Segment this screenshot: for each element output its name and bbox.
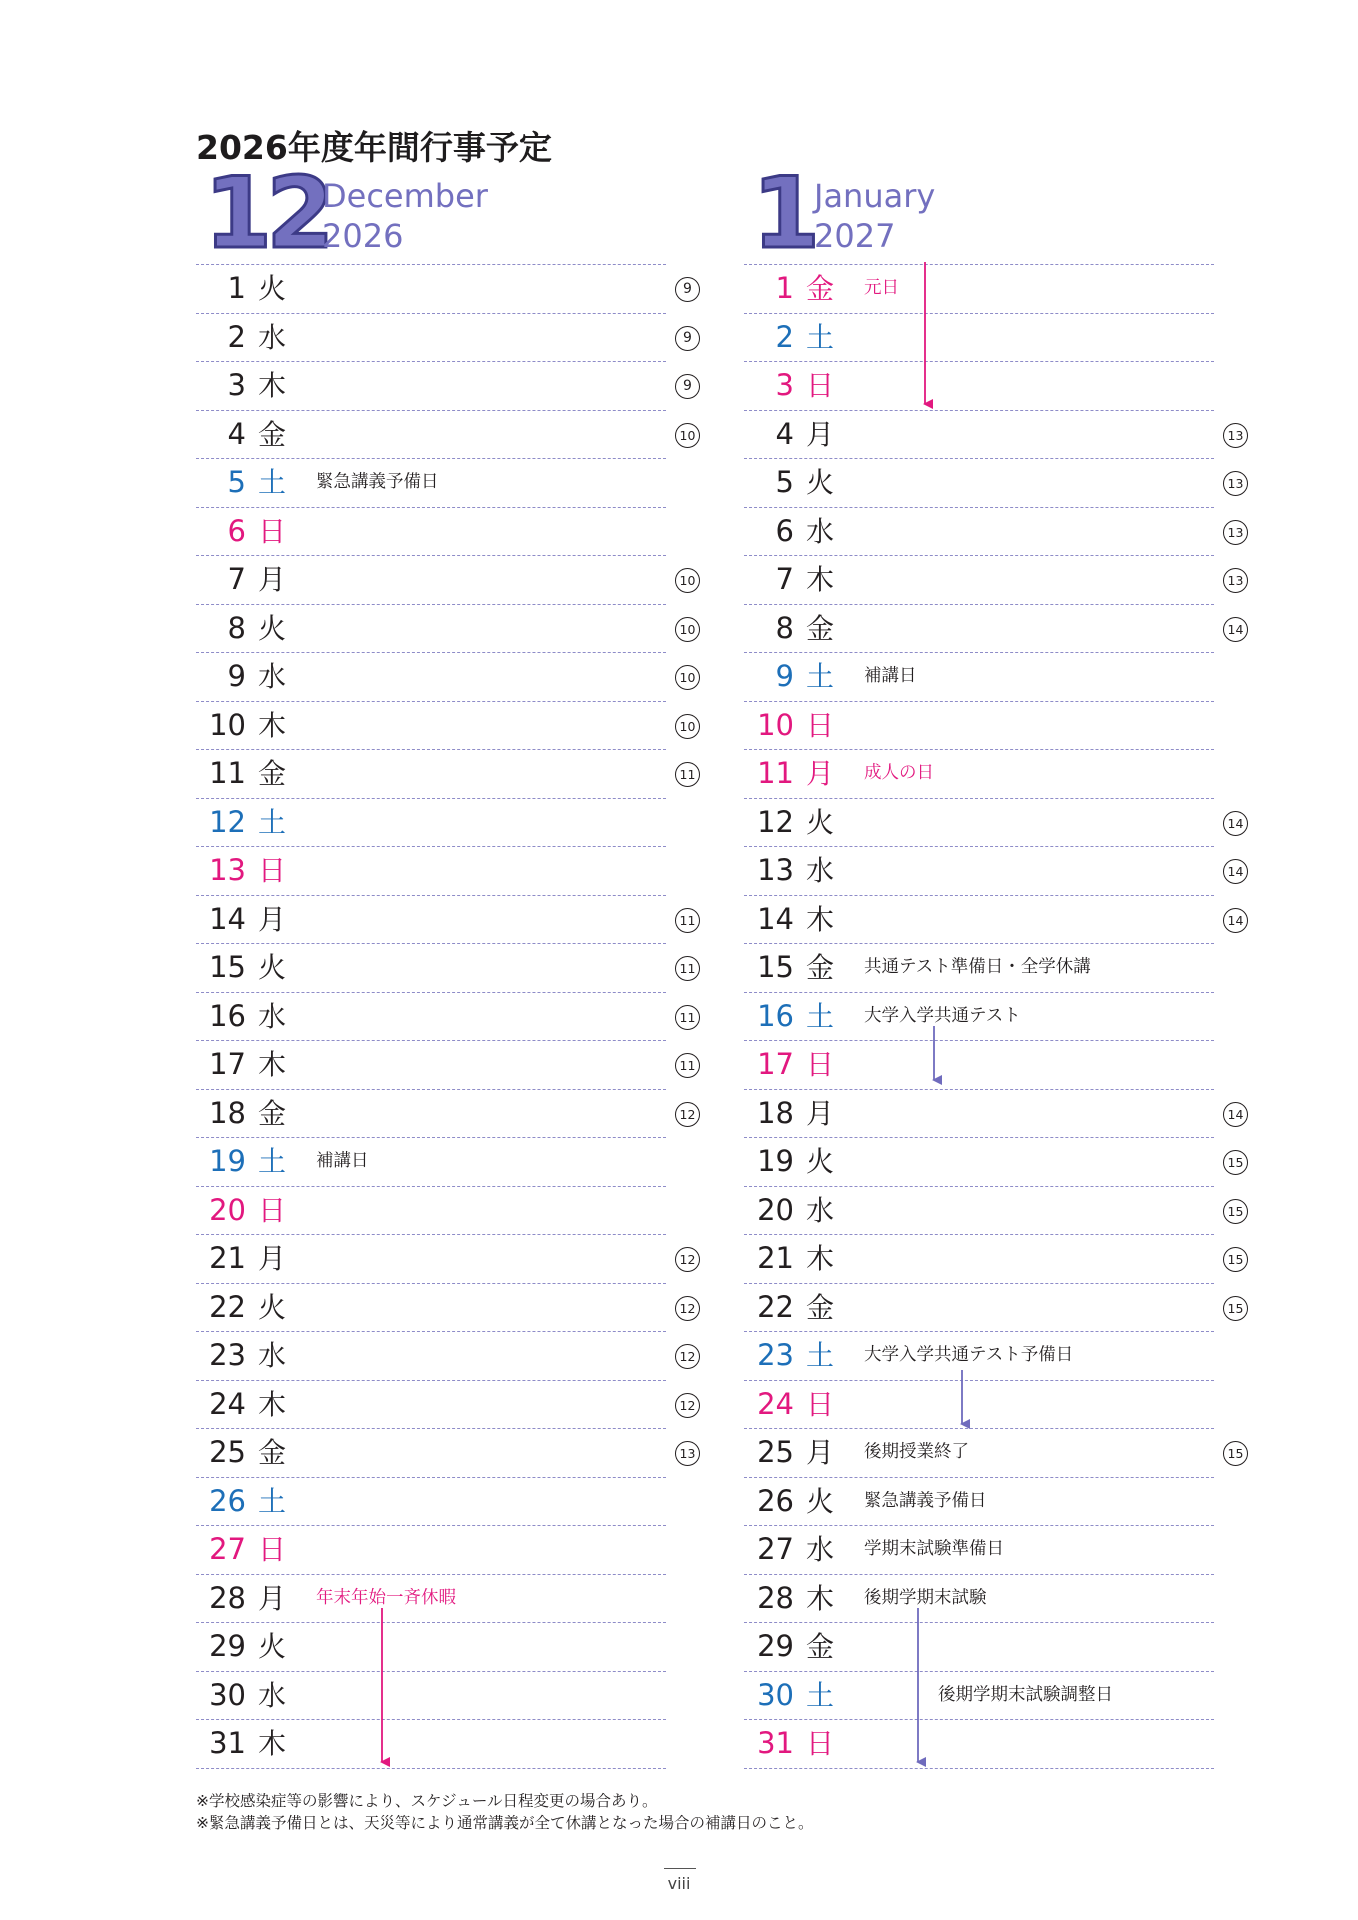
month-name: January xyxy=(814,177,936,215)
month-name: December xyxy=(322,177,488,215)
day-row xyxy=(744,1623,1214,1672)
week-number-badge: 11 xyxy=(675,1053,700,1078)
day-number: 7 xyxy=(227,562,246,596)
day-number: 27 xyxy=(209,1532,246,1566)
week-number-badge: 15 xyxy=(1223,1199,1248,1224)
week-number-badge: 10 xyxy=(675,714,700,739)
event-label: 成人の日 xyxy=(864,763,934,783)
day-row xyxy=(196,799,666,848)
day-row xyxy=(744,605,1244,654)
day-number: 9 xyxy=(775,659,794,693)
day-number: 27 xyxy=(757,1532,794,1566)
day-number: 11 xyxy=(209,756,246,790)
day-row xyxy=(196,1623,666,1672)
event-label: 緊急講義予備日 xyxy=(864,1490,987,1511)
weekday: 金 xyxy=(258,1096,287,1130)
day-row xyxy=(196,896,696,945)
day-number: 12 xyxy=(757,804,794,839)
day-row xyxy=(196,1041,696,1090)
day-row xyxy=(196,1332,696,1381)
day-number: 31 xyxy=(757,1726,794,1760)
week-number-badge: 10 xyxy=(675,617,700,642)
day-number: 13 xyxy=(757,853,794,887)
weekday: 日 xyxy=(806,1048,835,1081)
week-number-badge: 12 xyxy=(675,1102,700,1127)
day-row xyxy=(196,1672,666,1721)
weekday: 水 xyxy=(806,514,835,548)
weekday: 土 xyxy=(258,1484,287,1518)
weekday: 木 xyxy=(258,708,287,742)
day-number: 26 xyxy=(209,1483,246,1518)
day-number: 31 xyxy=(209,1726,246,1760)
month-header xyxy=(744,157,1214,271)
week-number-badge: 14 xyxy=(1223,908,1248,933)
weekday: 火 xyxy=(806,805,835,839)
day-row xyxy=(196,314,692,363)
week-number-badge: 10 xyxy=(675,568,700,593)
event-label: 学期末試験準備日 xyxy=(864,1539,1004,1559)
event-label: 年末年始一斉休暇 xyxy=(316,1587,456,1608)
day-row xyxy=(744,1332,1214,1381)
event-label: 後期授業終了 xyxy=(864,1442,969,1462)
week-number-badge: 11 xyxy=(675,1005,700,1030)
weekday: 木 xyxy=(806,563,835,596)
day-row xyxy=(744,896,1244,945)
event-label: 元日 xyxy=(864,278,899,298)
day-number: 28 xyxy=(757,1580,794,1615)
event-label: 緊急講義予備日 xyxy=(316,472,439,492)
day-row xyxy=(744,1235,1244,1284)
weekday: 金 xyxy=(806,611,835,645)
day-number: 4 xyxy=(227,416,246,451)
week-number-badge: 13 xyxy=(1223,423,1248,448)
day-number: 5 xyxy=(775,465,794,499)
day-row xyxy=(196,556,696,605)
day-number: 2 xyxy=(775,319,794,354)
day-row xyxy=(744,556,1244,605)
weekday: 水 xyxy=(806,1193,835,1227)
day-number: 3 xyxy=(775,368,794,402)
day-row xyxy=(196,1720,666,1769)
month-january xyxy=(744,157,1244,1760)
day-number: 18 xyxy=(757,1095,794,1130)
day-number: 16 xyxy=(209,998,246,1033)
page-title: 2026年度年間行事予定 xyxy=(196,128,552,167)
day-row xyxy=(744,750,1214,799)
day-number: 23 xyxy=(209,1338,246,1372)
weekday: 火 xyxy=(806,1484,835,1518)
day-row xyxy=(744,314,1214,363)
day-number: 1 xyxy=(227,271,246,305)
day-number: 14 xyxy=(209,901,246,936)
day-number: 3 xyxy=(227,368,246,402)
day-row xyxy=(744,1090,1244,1139)
day-row xyxy=(196,702,696,751)
day-row xyxy=(196,1478,666,1527)
day-number: 25 xyxy=(757,1435,794,1469)
weekday: 水 xyxy=(258,1339,287,1372)
weekday: 月 xyxy=(806,757,835,790)
weekday: 土 xyxy=(806,1339,835,1372)
day-number: 18 xyxy=(209,1095,246,1130)
week-number-badge: 14 xyxy=(1223,1102,1248,1127)
event-label: 大学入学共通テスト xyxy=(864,1005,1021,1026)
week-number-badge: 10 xyxy=(675,665,700,690)
weekday: 火 xyxy=(258,272,287,305)
day-row xyxy=(196,653,696,702)
day-row xyxy=(196,1187,666,1236)
day-row xyxy=(744,411,1244,460)
event-label: 共通テスト準備日・全学休講 xyxy=(864,957,1091,977)
month-year: 2026 xyxy=(322,217,404,255)
day-row xyxy=(744,847,1244,896)
weekday: 水 xyxy=(806,1533,835,1566)
weekday: 火 xyxy=(258,1630,287,1663)
day-number: 9 xyxy=(227,659,246,693)
weekday: 土 xyxy=(806,660,835,693)
weekday: 土 xyxy=(806,320,835,354)
weekday: 金 xyxy=(258,1436,287,1469)
day-number: 6 xyxy=(775,513,794,548)
event-label: 補講日 xyxy=(864,666,917,686)
day-number: 8 xyxy=(227,610,246,645)
weekday: 金 xyxy=(806,1630,835,1663)
day-row xyxy=(744,1720,1214,1769)
day-number: 29 xyxy=(757,1629,794,1663)
footnote: ※緊急講義予備日とは、天災等により通常講義が全て休講となった場合の補講日のこと。 xyxy=(196,1814,814,1832)
week-number-badge: 11 xyxy=(675,908,700,933)
day-row xyxy=(744,1478,1214,1527)
day-row xyxy=(744,265,1214,314)
weekday: 水 xyxy=(258,320,287,354)
day-number: 1 xyxy=(775,271,794,305)
day-row xyxy=(196,265,692,314)
day-number: 20 xyxy=(209,1192,246,1227)
weekday: 土 xyxy=(806,999,835,1033)
weekday: 土 xyxy=(258,466,287,499)
week-number-badge: 13 xyxy=(1223,568,1248,593)
day-row xyxy=(196,750,696,799)
day-row xyxy=(744,1526,1214,1575)
week-number-badge: 12 xyxy=(675,1344,700,1369)
week-number-badge: 14 xyxy=(1223,859,1248,884)
weekday: 金 xyxy=(258,417,287,451)
day-row xyxy=(744,1187,1244,1236)
day-number: 7 xyxy=(775,562,794,596)
day-number: 29 xyxy=(209,1629,246,1663)
day-number: 17 xyxy=(209,1047,246,1081)
month-number: 12 xyxy=(204,157,329,271)
footnotes xyxy=(196,1790,814,1834)
day-number: 25 xyxy=(209,1435,246,1469)
day-number: 13 xyxy=(209,853,246,887)
weekday: 月 xyxy=(806,1436,835,1469)
weekday: 月 xyxy=(258,1242,287,1275)
day-number: 23 xyxy=(757,1338,794,1372)
day-number: 10 xyxy=(757,707,794,742)
month-header xyxy=(196,157,666,271)
day-row xyxy=(196,1575,666,1624)
weekday: 金 xyxy=(806,1290,835,1324)
day-number: 19 xyxy=(209,1144,246,1178)
day-number: 4 xyxy=(775,416,794,451)
day-row xyxy=(744,1429,1244,1478)
day-row xyxy=(744,362,1214,411)
week-number-badge: 15 xyxy=(1223,1247,1248,1272)
event-label: 後期学期末試験 xyxy=(864,1587,987,1608)
day-row xyxy=(196,1526,666,1575)
day-row xyxy=(196,1381,696,1430)
weekday: 土 xyxy=(258,1145,287,1178)
day-number: 30 xyxy=(209,1677,246,1712)
weekday: 金 xyxy=(806,272,835,305)
weekday: 木 xyxy=(258,1048,287,1081)
weekday: 土 xyxy=(258,805,287,839)
weekday: 日 xyxy=(806,369,835,402)
day-list xyxy=(196,264,696,1769)
weekday: 日 xyxy=(258,854,287,887)
weekday: 木 xyxy=(806,902,835,936)
day-row xyxy=(744,1672,1214,1721)
day-row xyxy=(196,1284,696,1333)
weekday: 金 xyxy=(806,951,835,984)
day-row xyxy=(196,411,696,460)
weekday: 火 xyxy=(806,1145,835,1178)
day-row xyxy=(196,508,666,557)
day-row xyxy=(744,1138,1244,1187)
day-number: 16 xyxy=(757,998,794,1033)
day-number: 26 xyxy=(757,1483,794,1518)
day-row xyxy=(744,702,1214,751)
week-number-badge: 14 xyxy=(1223,617,1248,642)
day-row xyxy=(744,1041,1214,1090)
weekday: 金 xyxy=(258,757,287,790)
weekday: 火 xyxy=(806,466,835,499)
weekday: 木 xyxy=(258,369,287,402)
day-number: 24 xyxy=(209,1386,246,1421)
day-number: 5 xyxy=(227,465,246,499)
event-label: 大学入学共通テスト予備日 xyxy=(864,1345,1074,1365)
week-number-badge: 12 xyxy=(675,1296,700,1321)
day-row xyxy=(196,1429,696,1478)
weekday: 水 xyxy=(806,854,835,887)
day-row xyxy=(744,653,1214,702)
weekday: 月 xyxy=(806,1096,835,1130)
day-number: 22 xyxy=(757,1289,794,1324)
weekday: 木 xyxy=(806,1581,835,1615)
month-year: 2027 xyxy=(814,217,896,255)
day-number: 19 xyxy=(757,1144,794,1178)
day-number: 6 xyxy=(227,513,246,548)
week-number-badge: 9 xyxy=(675,374,700,399)
footnote: ※学校感染症等の影響により、スケジュール日程変更の場合あり。 xyxy=(196,1792,658,1810)
day-row xyxy=(196,362,692,411)
weekday: 火 xyxy=(258,611,287,645)
day-number: 20 xyxy=(757,1192,794,1227)
page-number: viii xyxy=(667,1874,691,1893)
day-row xyxy=(196,459,666,508)
day-row xyxy=(196,1090,696,1139)
weekday: 日 xyxy=(258,514,287,548)
weekday: 水 xyxy=(258,660,287,693)
weekday: 水 xyxy=(258,999,287,1033)
weekday: 木 xyxy=(258,1387,287,1421)
day-number: 11 xyxy=(757,756,794,790)
day-number: 24 xyxy=(757,1386,794,1421)
week-number-badge: 9 xyxy=(675,326,700,351)
week-number-badge: 15 xyxy=(1223,1150,1248,1175)
day-row xyxy=(196,605,696,654)
event-label: 後期学期末試験調整日 xyxy=(938,1684,1113,1705)
day-number: 14 xyxy=(757,901,794,936)
day-number: 8 xyxy=(775,610,794,645)
weekday: 木 xyxy=(806,1242,835,1275)
day-number: 2 xyxy=(227,319,246,354)
event-label: 補講日 xyxy=(316,1151,369,1171)
week-number-badge: 13 xyxy=(675,1441,700,1466)
day-row xyxy=(196,1138,666,1187)
weekday: 日 xyxy=(806,708,835,742)
week-number-badge: 9 xyxy=(675,277,700,302)
week-number-badge: 14 xyxy=(1223,811,1248,836)
day-row xyxy=(744,459,1244,508)
day-number: 28 xyxy=(209,1580,246,1615)
weekday: 木 xyxy=(258,1727,287,1760)
weekday: 月 xyxy=(258,563,287,596)
week-number-badge: 11 xyxy=(675,956,700,981)
weekday: 火 xyxy=(258,1290,287,1324)
day-row xyxy=(744,1575,1214,1624)
weekday: 日 xyxy=(258,1533,287,1566)
day-number: 17 xyxy=(757,1047,794,1081)
weekday: 火 xyxy=(258,951,287,984)
week-number-badge: 12 xyxy=(675,1393,700,1418)
day-row xyxy=(744,508,1244,557)
week-number-badge: 15 xyxy=(1223,1441,1248,1466)
day-number: 21 xyxy=(209,1241,246,1275)
weekday: 月 xyxy=(806,417,835,451)
day-row xyxy=(196,993,696,1042)
day-list xyxy=(744,264,1244,1769)
weekday: 日 xyxy=(806,1387,835,1421)
day-row xyxy=(744,944,1214,993)
week-number-badge: 12 xyxy=(675,1247,700,1272)
day-number: 12 xyxy=(209,804,246,839)
weekday: 日 xyxy=(806,1727,835,1760)
week-number-badge: 13 xyxy=(1223,471,1248,496)
day-number: 15 xyxy=(757,950,794,984)
footer-divider xyxy=(664,1868,696,1869)
weekday: 土 xyxy=(806,1678,835,1712)
month-december xyxy=(196,157,696,1760)
day-number: 15 xyxy=(209,950,246,984)
weekday: 月 xyxy=(258,1581,287,1615)
day-number: 21 xyxy=(757,1241,794,1275)
day-row xyxy=(744,993,1214,1042)
day-number: 30 xyxy=(757,1677,794,1712)
day-number: 22 xyxy=(209,1289,246,1324)
day-row xyxy=(744,799,1244,848)
day-row xyxy=(196,1235,696,1284)
weekday: 日 xyxy=(258,1193,287,1227)
day-row xyxy=(744,1284,1244,1333)
weekday: 月 xyxy=(258,902,287,936)
day-row xyxy=(744,1381,1214,1430)
week-number-badge: 13 xyxy=(1223,520,1248,545)
week-number-badge: 11 xyxy=(675,762,700,787)
weekday: 水 xyxy=(258,1678,287,1712)
day-number: 10 xyxy=(209,707,246,742)
week-number-badge: 15 xyxy=(1223,1296,1248,1321)
day-row xyxy=(196,944,696,993)
week-number-badge: 10 xyxy=(675,423,700,448)
day-row xyxy=(196,847,666,896)
month-number: 1 xyxy=(752,157,815,271)
